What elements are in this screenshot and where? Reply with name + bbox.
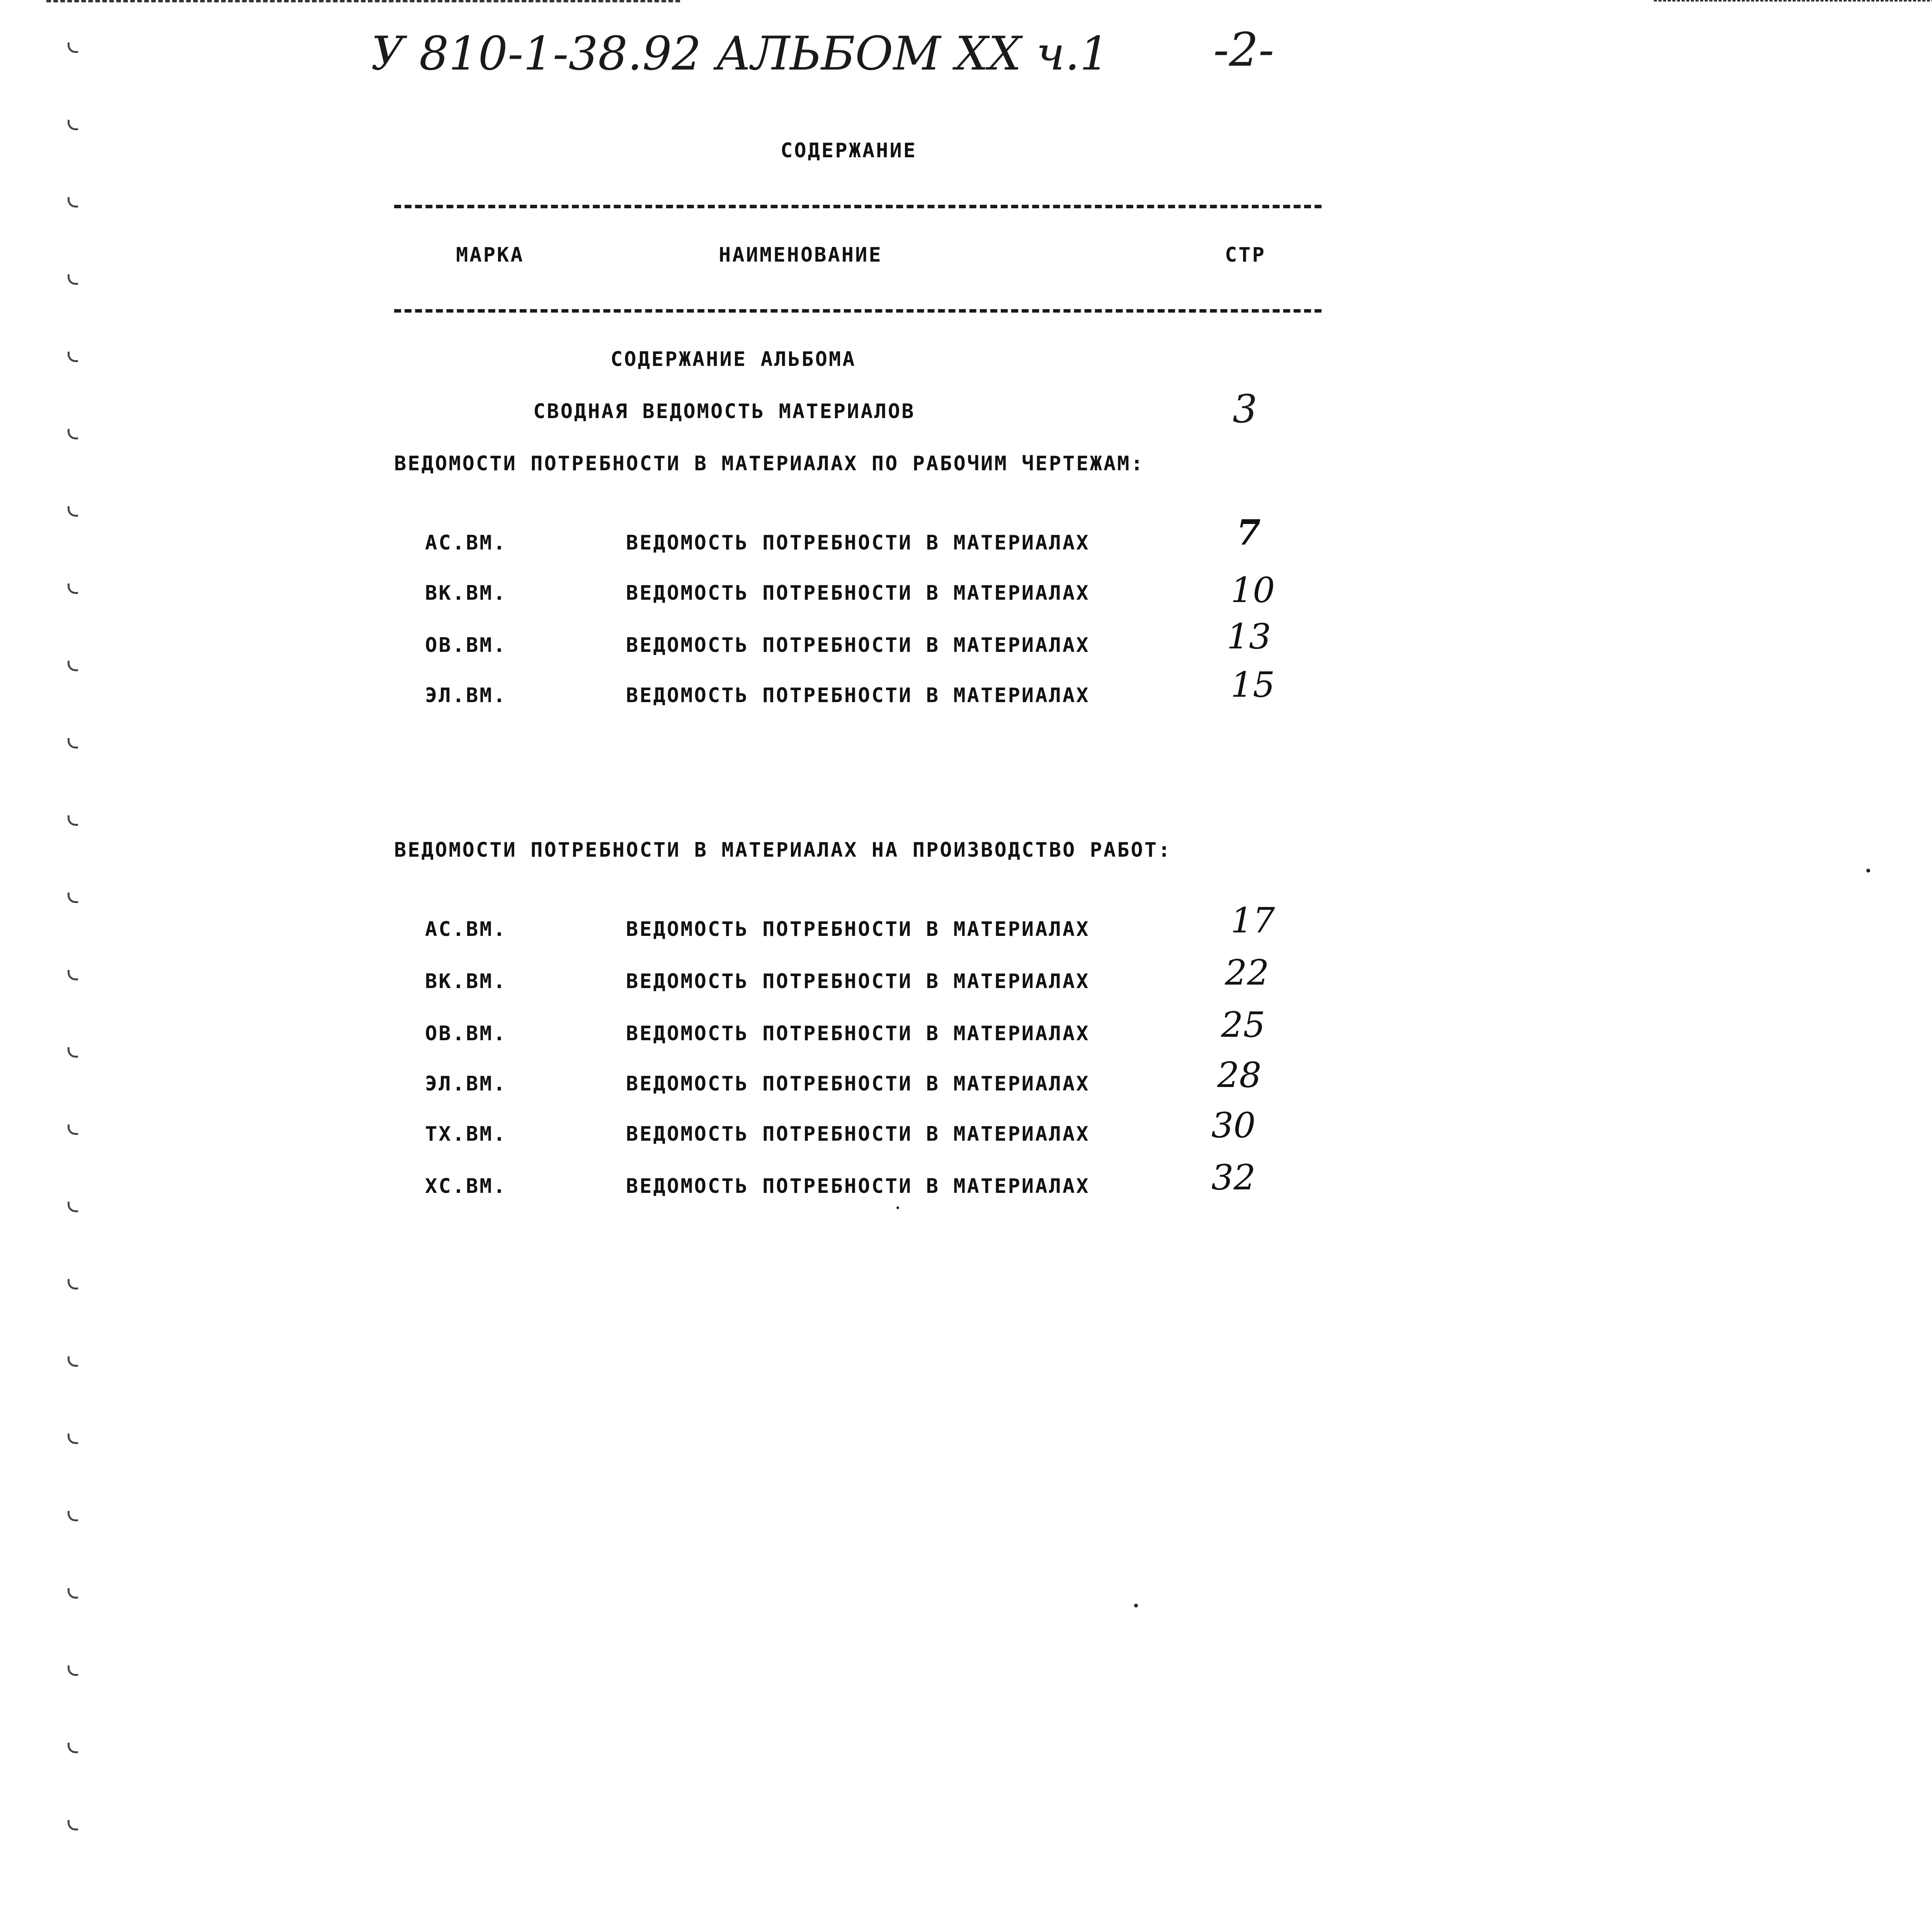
row-name: ВЕДОМОСТЬ ПОТРЕБНОСТИ В МАТЕРИАЛАХ <box>626 1175 1090 1198</box>
row-name: ВЕДОМОСТЬ ПОТРЕБНОСТИ В МАТЕРИАЛАХ <box>626 918 1090 941</box>
row-page: 7 <box>1236 512 1261 553</box>
section2-heading: ВЕДОМОСТИ ПОТРЕБНОСТИ В МАТЕРИАЛАХ НА ПРОИЗВОДСТВО РАБОТ: <box>394 839 1172 862</box>
row-page: 13 <box>1227 616 1271 657</box>
summary-sheet-name: СВОДНАЯ ВЕДОМОСТЬ МАТЕРИАЛОВ <box>533 400 915 423</box>
row-code: ВК.ВМ. <box>425 970 507 993</box>
row-page: 25 <box>1221 1005 1265 1045</box>
album-contents-heading: СОДЕРЖАНИЕ АЛЬБОМА <box>611 348 856 371</box>
column-header-mark: МАРКА <box>456 243 524 267</box>
row-page: 32 <box>1211 1157 1256 1198</box>
row-code: ХС.ВМ. <box>425 1175 507 1198</box>
top-edge-rule <box>46 0 680 2</box>
table-rule-top <box>394 205 1321 208</box>
row-code: ВК.ВМ. <box>425 582 507 605</box>
speck <box>896 1206 899 1209</box>
speck <box>1866 869 1870 873</box>
row-code: ОВ.ВМ. <box>425 634 507 657</box>
row-name: ВЕДОМОСТЬ ПОТРЕБНОСТИ В МАТЕРИАЛАХ <box>626 582 1090 605</box>
row-name: ВЕДОМОСТЬ ПОТРЕБНОСТИ В МАТЕРИАЛАХ <box>626 1072 1090 1095</box>
row-page: 30 <box>1211 1105 1256 1146</box>
row-page: 15 <box>1231 665 1275 705</box>
section1-heading: ВЕДОМОСТИ ПОТРЕБНОСТИ В МАТЕРИАЛАХ ПО РАБОЧИМ ЧЕРТЕЖАМ: <box>394 452 1145 475</box>
row-code: ЭЛ.ВМ. <box>425 684 507 707</box>
page-number: -2- <box>1213 23 1274 77</box>
speck <box>1134 1604 1138 1607</box>
row-page: 10 <box>1231 570 1275 611</box>
row-name: ВЕДОМОСТЬ ПОТРЕБНОСТИ В МАТЕРИАЛАХ <box>626 634 1090 657</box>
column-header-name: НАИМЕНОВАНИЕ <box>719 243 883 267</box>
table-rule-bottom <box>394 309 1321 313</box>
document-designation: У 810-1-38.92 АЛЬБОМ XX ч.1 <box>371 27 1109 81</box>
row-code: ЭЛ.ВМ. <box>425 1072 507 1095</box>
top-edge-rule-right <box>1654 0 1932 2</box>
row-page: 17 <box>1231 900 1275 941</box>
page-title: СОДЕРЖАНИЕ <box>781 139 917 162</box>
row-code: ТХ.ВМ. <box>425 1123 507 1146</box>
row-name: ВЕДОМОСТЬ ПОТРЕБНОСТИ В МАТЕРИАЛАХ <box>626 1022 1090 1045</box>
row-name: ВЕДОМОСТЬ ПОТРЕБНОСТИ В МАТЕРИАЛАХ <box>626 531 1090 555</box>
row-code: АС.ВМ. <box>425 918 507 941</box>
row-name: ВЕДОМОСТЬ ПОТРЕБНОСТИ В МАТЕРИАЛАХ <box>626 1123 1090 1146</box>
summary-sheet-page: 3 <box>1233 386 1257 432</box>
row-page: 22 <box>1225 953 1269 993</box>
row-page: 28 <box>1217 1055 1262 1095</box>
row-name: ВЕДОМОСТЬ ПОТРЕБНОСТИ В МАТЕРИАЛАХ <box>626 970 1090 993</box>
row-name: ВЕДОМОСТЬ ПОТРЕБНОСТИ В МАТЕРИАЛАХ <box>626 684 1090 707</box>
row-code: АС.ВМ. <box>425 531 507 555</box>
row-code: ОВ.ВМ. <box>425 1022 507 1045</box>
column-header-page: СТР <box>1225 243 1266 267</box>
